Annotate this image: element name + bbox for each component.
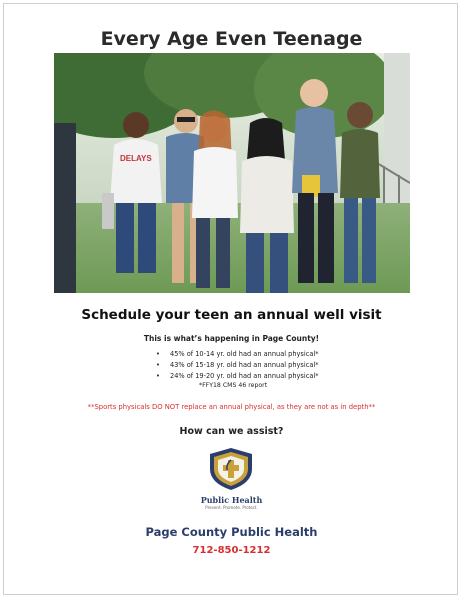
flyer-title: Every Age Even Teenage [100, 28, 363, 50]
subhead: This is what’s happening in Page County! [143, 334, 320, 343]
list-item [156, 349, 319, 360]
bullet-icon: • [156, 372, 160, 380]
shield-cross-icon [208, 447, 254, 491]
list-item [156, 360, 319, 371]
list-item [156, 371, 319, 382]
logo-tagline: Prevent. Promote. Protect. [205, 505, 258, 510]
stat-text: 24% of 19-20 yr. old had an annual physical* [170, 372, 319, 380]
teens-group-photo [54, 53, 410, 293]
stat-text: 45% of 10-14 yr. old had an annual physical* [170, 350, 319, 358]
sports-physical-warning: **Sports physicals DO NOT replace an annual physical, as they are not as in depth** [87, 403, 376, 411]
bullet-icon: • [156, 361, 160, 369]
teens-photo-illustration [54, 53, 410, 293]
source-note: *FFY18 CMS 46 report [199, 382, 268, 389]
phone-number: 712-850-1212 [192, 545, 271, 556]
headline: Schedule your teen an annual well visit [81, 307, 382, 323]
bullet-icon: • [156, 350, 160, 358]
stats-list [156, 349, 319, 382]
assist-heading: How can we assist? [179, 426, 284, 437]
shirt-print-text: DELAYS [120, 154, 152, 163]
logo-name: Public Health [200, 495, 263, 505]
stat-text: 43% of 15-18 yr. old had an annual physical* [170, 361, 319, 369]
organization-name: Page County Public Health [145, 525, 318, 539]
